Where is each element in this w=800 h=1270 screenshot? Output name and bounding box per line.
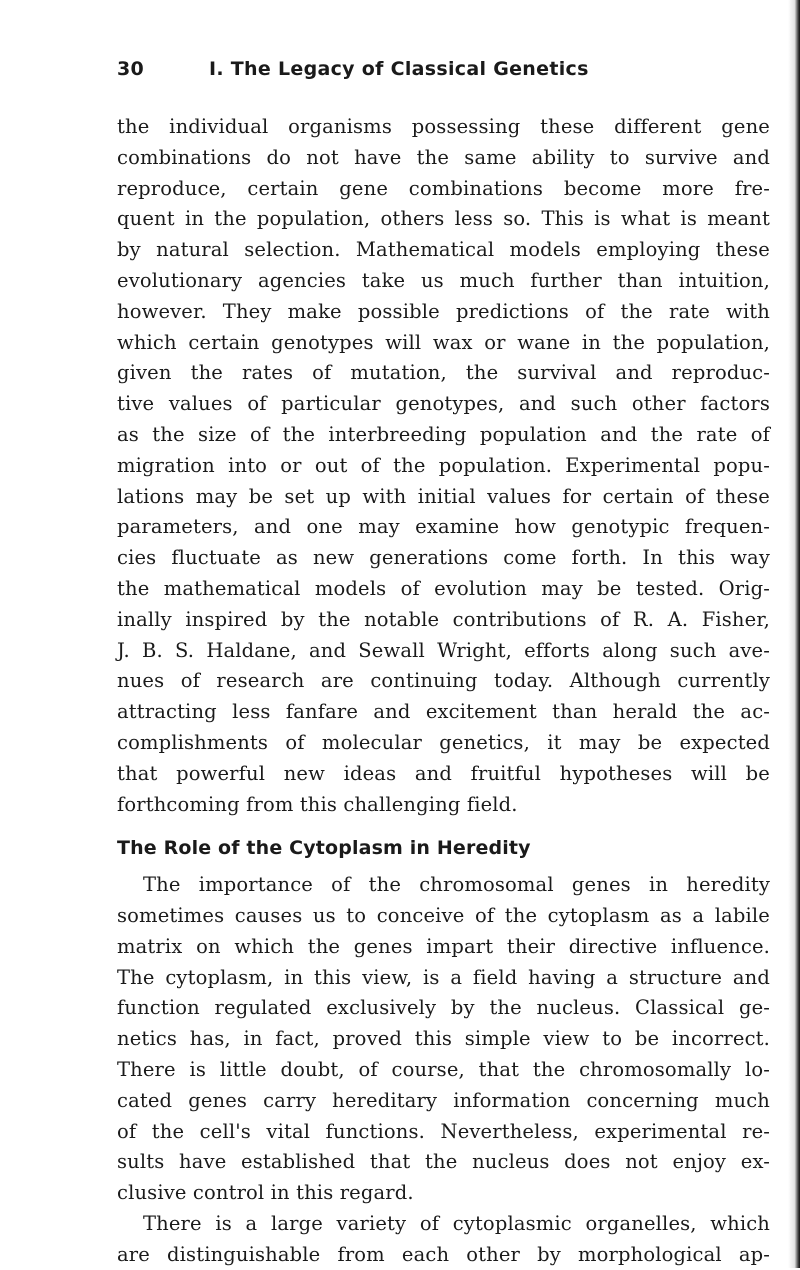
text-line: the mathematical models of evolution may be tested. Orig- bbox=[117, 576, 770, 600]
text-line: cies fluctuate as new generations come forth. In this way bbox=[117, 546, 770, 570]
text-line: given the rates of mutation, the survival and reproduc- bbox=[117, 361, 770, 385]
text-line: migration into or out of the population. Experimental popu- bbox=[117, 453, 770, 477]
text-line: combinations do not have the same ability to survive and bbox=[117, 145, 770, 169]
text-line: as the size of the interbreeding population and the rate of bbox=[117, 422, 770, 446]
text-line: sometimes causes us to conceive of the cytoplasm as a labile bbox=[117, 903, 770, 927]
body-text bbox=[117, 112, 770, 1270]
text-line: netics has, in fact, proved this simple view to be incorrect. bbox=[117, 1027, 770, 1051]
text-line: the individual organisms possessing these different gene bbox=[117, 115, 770, 138]
text-line: The importance of the chromosomal genes in heredity bbox=[143, 873, 770, 897]
text-line: are distinguishable from each other by morphological ap- bbox=[117, 1242, 770, 1266]
page-edge-shadow bbox=[788, 0, 800, 1268]
text-line: function regulated exclusively by the nucleus. Classical ge- bbox=[117, 996, 770, 1020]
running-title: I. The Legacy of Classical Genetics bbox=[209, 58, 589, 80]
page-header bbox=[117, 58, 740, 92]
text-line: J. B. S. Haldane, and Sewall Wright, efforts along such ave- bbox=[117, 638, 770, 662]
paragraph-3 bbox=[117, 1209, 770, 1270]
text-line: nues of research are continuing today. Although currently bbox=[117, 669, 770, 693]
text-line: attracting less fanfare and excitement than herald the ac- bbox=[117, 700, 770, 724]
text-line: evolutionary agencies take us much further than intuition, bbox=[117, 268, 770, 292]
text-line: The cytoplasm, in this view, is a field having a structure and bbox=[117, 965, 770, 989]
text-line: however. They make possible predictions of the rate with bbox=[117, 299, 770, 323]
text-line: sults have established that the nucleus does not enjoy ex- bbox=[117, 1150, 770, 1174]
text-line: quent in the population, others less so. This is what is meant bbox=[117, 207, 770, 231]
text-line: which certain genotypes will wax or wane in the population, bbox=[117, 330, 770, 354]
text-line: There is a large variety of cytoplasmic organelles, which bbox=[143, 1211, 770, 1235]
text-line: inally inspired by the notable contributions of R. A. Fisher, bbox=[117, 607, 770, 631]
text-line: of the cell's vital functions. Nevertheless, experimental re- bbox=[117, 1119, 770, 1143]
text-line: forthcoming from this challenging field. bbox=[117, 792, 518, 816]
paragraph-2 bbox=[117, 870, 770, 1209]
text-line: by natural selection. Mathematical models employing these bbox=[117, 238, 770, 262]
text-line: tive values of particular genotypes, and such other factors bbox=[117, 392, 770, 416]
text-line: cated genes carry hereditary information concerning much bbox=[117, 1088, 770, 1112]
text-line: parameters, and one may examine how genotypic frequen- bbox=[117, 515, 770, 539]
page-number: 30 bbox=[117, 58, 145, 80]
text-line: There is little doubt, of course, that the chromosomally lo- bbox=[117, 1057, 770, 1081]
text-line: complishments of molecular genetics, it may be expected bbox=[117, 730, 770, 754]
text-line: reproduce, certain gene combinations become more fre- bbox=[117, 176, 770, 200]
paragraph-1 bbox=[117, 112, 770, 820]
text-line: clusive control in this regard. bbox=[117, 1181, 414, 1205]
text-line: that powerful new ideas and fruitful hypotheses will be bbox=[117, 761, 770, 785]
section-heading: The Role of the Cytoplasm in Heredity bbox=[117, 837, 531, 860]
text-line: lations may be set up with initial values for certain of these bbox=[117, 484, 770, 508]
text-line: matrix on which the genes impart their directive influence. bbox=[117, 934, 770, 958]
